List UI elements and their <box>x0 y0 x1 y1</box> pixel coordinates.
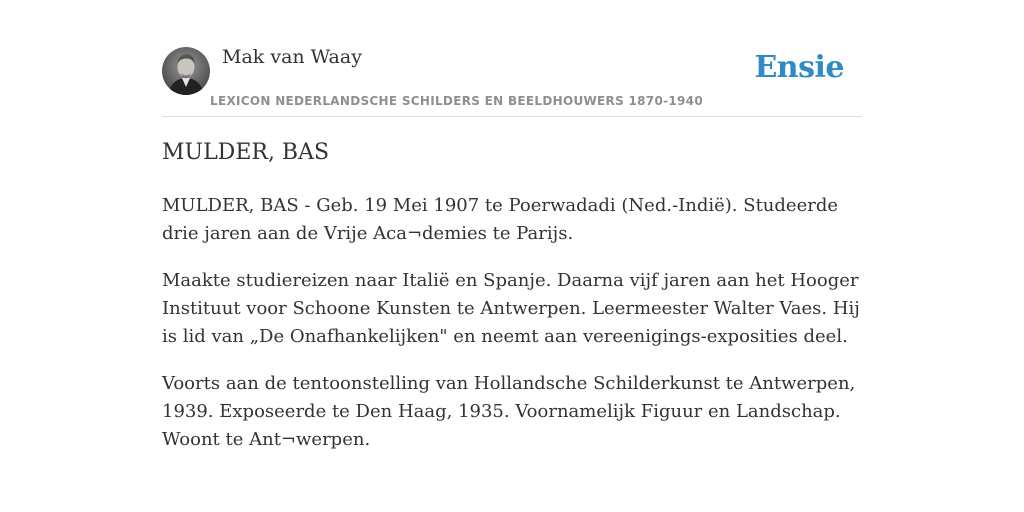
author-avatar[interactable] <box>162 47 210 95</box>
article-paragraph: MULDER, BAS - Geb. 19 Mei 1907 te Poerwadadi (Ned.-Indië). Studeerde drie jaren aan de Vrije Aca¬demies te Parijs. <box>162 195 839 244</box>
article-paragraph: Maakte studiereizen naar Italië en Spanje. Daarna vijf jaren aan het Hooger Instituut voor Schoone Kunsten te Antwerpen. Leermeester Walter Vaes. Hij is lid van „De Onafhankelijken" en neemt aan vereenigings-exposities deel. <box>162 270 860 347</box>
ensie-logo[interactable]: Ensie <box>754 50 844 85</box>
article-paragraph: Voorts aan de tentoonstelling van Hollandsche Schilderkunst te Antwerpen, 1939. Exposeerde te Den Haag, 1935. Voornamelijk Figuur en Landschap. Woont te Ant¬werpen. <box>162 373 856 450</box>
article-title: MULDER, BAS <box>162 140 330 165</box>
lexicon-source[interactable]: LEXICON NEDERLANDSCHE SCHILDERS EN BEELDHOUWERS 1870-1940 <box>210 94 703 108</box>
article-body <box>162 192 864 473</box>
article-header <box>162 46 862 117</box>
portrait-icon <box>162 47 210 95</box>
author-name[interactable]: Mak van Waay <box>222 46 362 68</box>
